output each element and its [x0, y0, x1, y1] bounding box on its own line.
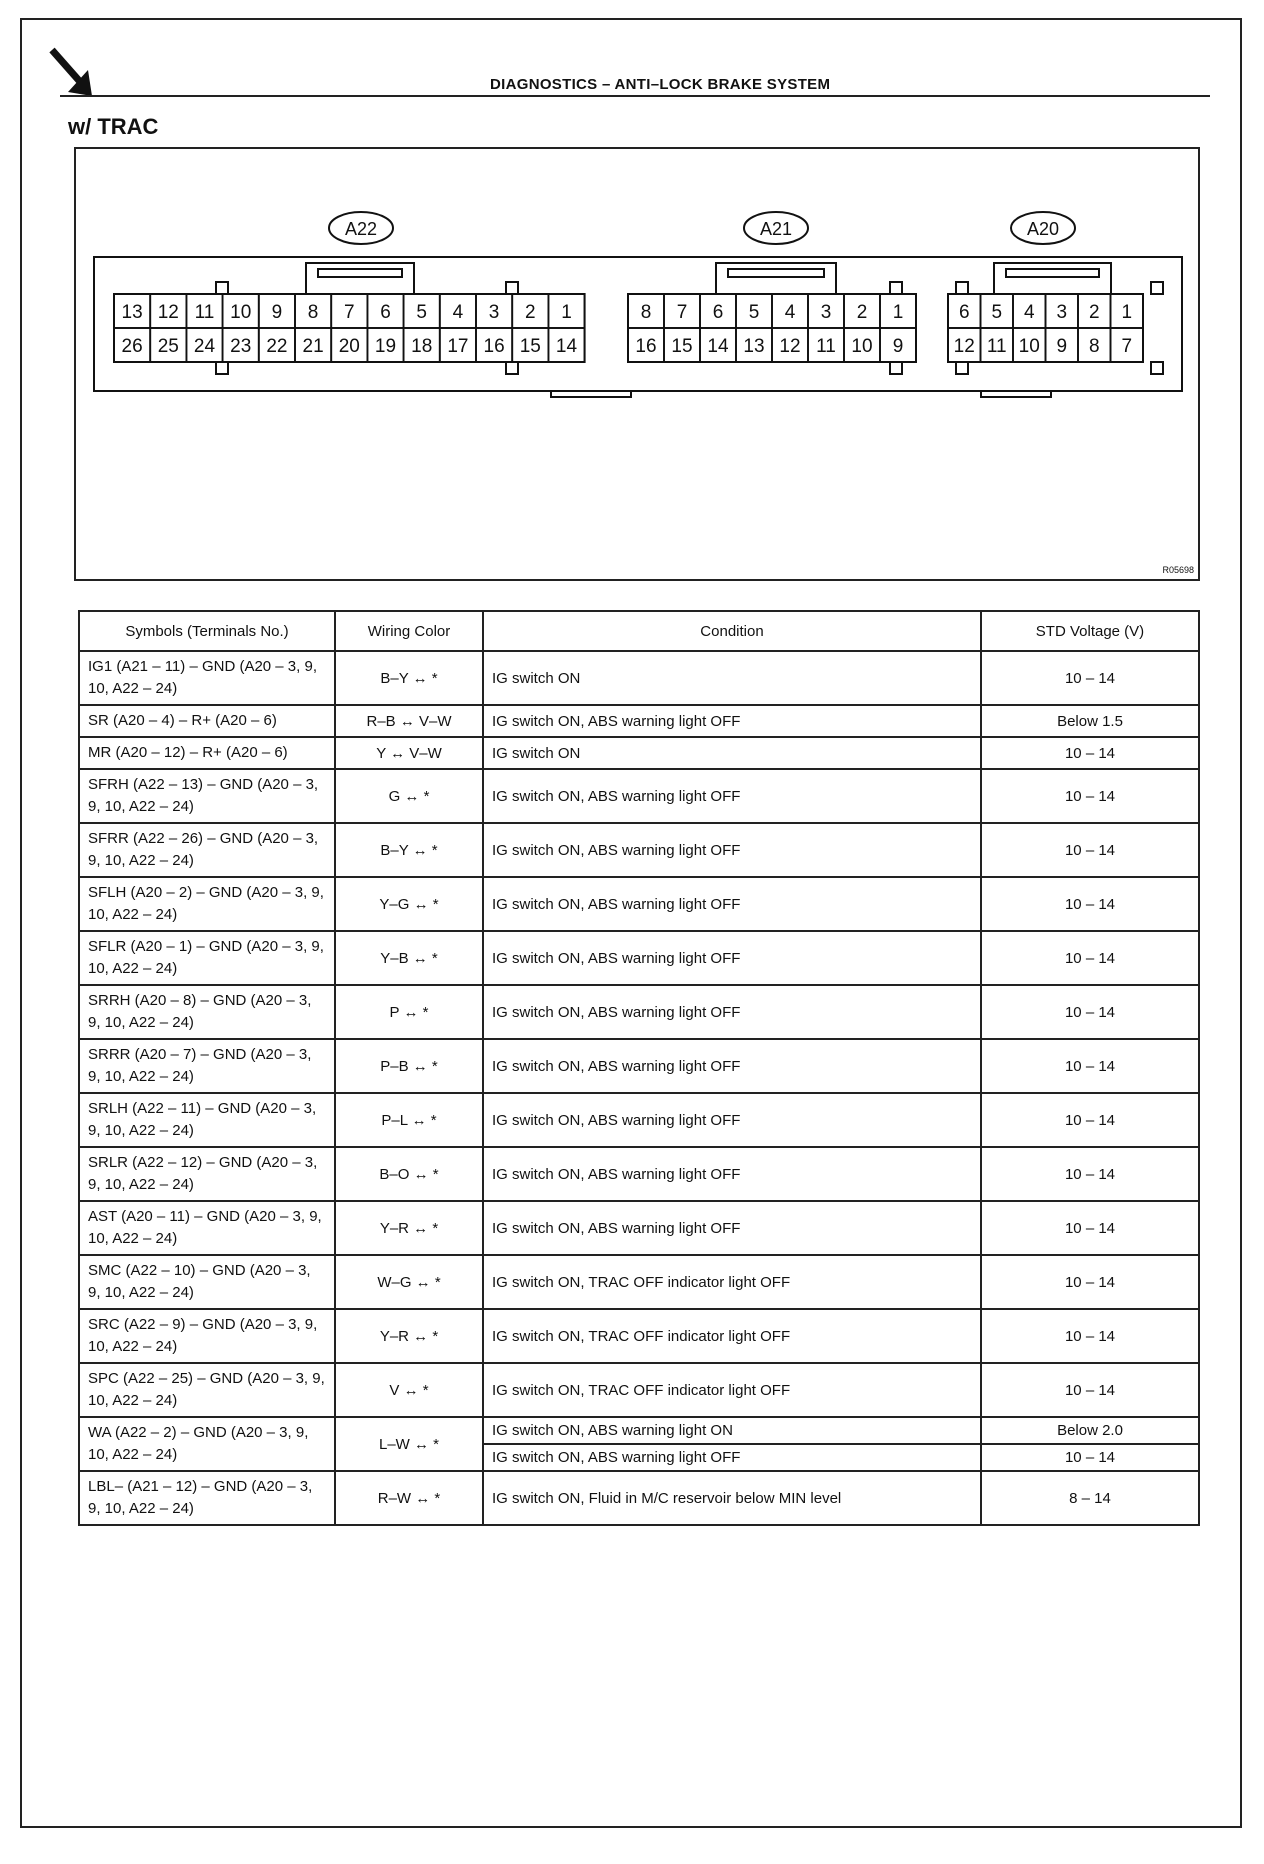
header-voltage: STD Voltage (V)	[981, 611, 1199, 651]
cell-voltage: 10 – 14	[981, 1309, 1199, 1363]
cell-voltage: 10 – 14	[981, 823, 1199, 877]
table-row	[79, 1147, 1199, 1201]
table-row	[79, 1471, 1199, 1525]
terminal-number: 25	[157, 336, 179, 357]
table-row	[79, 877, 1199, 931]
terminal-number: 8	[1088, 336, 1100, 357]
cell-symbol: AST (A20 – 11) – GND (A20 – 3, 9, 10, A22 – 24)	[79, 1201, 335, 1255]
cell-condition: IG switch ON, ABS warning light OFF	[483, 1093, 981, 1147]
cell-symbol: SRC (A22 – 9) – GND (A20 – 3, 9, 10, A22 – 24)	[79, 1309, 335, 1363]
terminal-number: 23	[230, 336, 252, 357]
terminal-number: 17	[447, 336, 469, 357]
cell-wiring: G ↔ *	[335, 769, 483, 823]
table-row	[79, 1201, 1199, 1255]
cell-voltage: 10 – 14	[981, 1039, 1199, 1093]
connector-name: A22	[344, 219, 378, 239]
terminal-number: 13	[743, 336, 765, 357]
cell-wiring: R–W ↔ *	[335, 1471, 483, 1525]
table-row	[79, 1255, 1199, 1309]
table-row	[79, 1309, 1199, 1363]
terminal-number: 22	[266, 336, 288, 357]
terminal-number: 16	[483, 336, 505, 357]
locator-tab	[216, 282, 228, 294]
terminal-number: 4	[452, 302, 464, 323]
cell-voltage: 10 – 14	[981, 651, 1199, 705]
terminal-number: 18	[411, 336, 433, 357]
terminal-number: 14	[555, 336, 578, 357]
table-row	[79, 823, 1199, 877]
cell-wiring: W–G ↔ *	[335, 1255, 483, 1309]
cell-voltage: 10 – 14	[981, 1363, 1199, 1417]
cell-voltage: Below 1.5	[981, 705, 1199, 737]
terminal-number: 2	[856, 302, 868, 323]
table-row	[79, 1039, 1199, 1093]
cell-wiring: B–Y ↔ *	[335, 823, 483, 877]
terminal-number: 24	[193, 336, 216, 357]
terminal-number: 26	[121, 336, 143, 357]
terminal-number: 10	[230, 302, 252, 323]
connector-key	[306, 263, 414, 294]
cell-symbol: SFRH (A22 – 13) – GND (A20 – 3, 9, 10, A22 – 24)	[79, 769, 335, 823]
table-body	[79, 651, 1199, 1525]
cell-condition: IG switch ON, ABS warning light OFF	[483, 931, 981, 985]
header-wiring: Wiring Color	[335, 611, 483, 651]
terminal-number: 5	[748, 302, 760, 323]
terminal-number: 4	[784, 302, 796, 323]
cell-condition: IG switch ON, ABS warning light OFF	[483, 769, 981, 823]
cell-wiring: R–B ↔ V–W	[335, 705, 483, 737]
cell-symbol: SFLH (A20 – 2) – GND (A20 – 3, 9, 10, A22 – 24)	[79, 877, 335, 931]
pointer-arrow-icon	[48, 46, 100, 102]
cell-symbol: WA (A22 – 2) – GND (A20 – 3, 9, 10, A22 – 24)	[79, 1417, 335, 1471]
cell-voltage: 10 – 14	[981, 931, 1199, 985]
locator-tab	[890, 282, 902, 294]
connector-key	[716, 263, 836, 294]
cell-condition: IG switch ON, ABS warning light OFF	[483, 1147, 981, 1201]
cell-condition: IG switch ON	[483, 651, 981, 705]
locator-tab	[956, 362, 968, 374]
cell-symbol: MR (A20 – 12) – R+ (A20 – 6)	[79, 737, 335, 769]
terminal-number: 5	[416, 302, 427, 323]
cell-condition: IG switch ON, ABS warning light OFF	[483, 823, 981, 877]
cell-symbol: SRLR (A22 – 12) – GND (A20 – 3, 9, 10, A22 – 24)	[79, 1147, 335, 1201]
table-row	[79, 931, 1199, 985]
cell-symbol: SR (A20 – 4) – R+ (A20 – 6)	[79, 705, 335, 737]
locator-tab	[1151, 282, 1163, 294]
terminal-number: 6	[712, 302, 724, 323]
cell-condition: IG switch ON, Fluid in M/C reservoir below MIN level	[483, 1471, 981, 1525]
terminal-number: 3	[820, 302, 832, 323]
cell-condition: IG switch ON, ABS warning light OFF	[483, 985, 981, 1039]
table-row	[79, 1093, 1199, 1147]
table-row	[79, 1363, 1199, 1417]
cell-symbol: SRRH (A20 – 8) – GND (A20 – 3, 9, 10, A22 – 24)	[79, 985, 335, 1039]
cell-symbol: SPC (A22 – 25) – GND (A20 – 3, 9, 10, A22 – 24)	[79, 1363, 335, 1417]
terminal-number: 4	[1023, 302, 1035, 323]
terminal-number: 5	[991, 302, 1003, 323]
terminal-number: 9	[271, 302, 283, 323]
terminal-number: 1	[561, 302, 572, 323]
terminal-number: 15	[671, 336, 693, 357]
connector-key-slot	[318, 269, 402, 277]
terminal-number: 19	[374, 336, 397, 357]
cell-condition: IG switch ON, ABS warning light ON	[483, 1417, 981, 1444]
cell-wiring: B–O ↔ *	[335, 1147, 483, 1201]
terminal-number: 20	[338, 336, 360, 357]
connector-key-slot	[1006, 269, 1099, 277]
variant-label: w/ TRAC	[68, 114, 159, 139]
cell-symbol: LBL– (A21 – 12) – GND (A20 – 3, 9, 10, A22 – 24)	[79, 1471, 335, 1525]
cell-voltage: 10 – 14	[981, 1147, 1199, 1201]
terminal-number: 15	[519, 336, 541, 357]
page-header: DIAGNOSTICS – ANTI–LOCK BRAKE SYSTEM	[490, 76, 831, 93]
cell-wiring: Y–R ↔ *	[335, 1309, 483, 1363]
cell-voltage: 10 – 14	[981, 985, 1199, 1039]
housing-tab	[981, 391, 1051, 397]
connector-key-slot	[728, 269, 824, 277]
terminal-number: 13	[121, 302, 143, 323]
cell-voltage: 10 – 14	[981, 1255, 1199, 1309]
locator-tab	[506, 282, 518, 294]
cell-wiring: B–Y ↔ *	[335, 651, 483, 705]
terminal-number: 11	[816, 336, 836, 357]
cell-condition: IG switch ON, ABS warning light OFF	[483, 877, 981, 931]
table-row	[79, 985, 1199, 1039]
terminal-number: 11	[194, 302, 215, 323]
cell-wiring: P–L ↔ *	[335, 1093, 483, 1147]
terminal-number: 14	[707, 336, 729, 357]
cell-symbol: SFLR (A20 – 1) – GND (A20 – 3, 9, 10, A22 – 24)	[79, 931, 335, 985]
cell-condition: IG switch ON, TRAC OFF indicator light OFF	[483, 1363, 981, 1417]
figure-code: R05698	[1162, 565, 1194, 575]
cell-symbol: SMC (A22 – 10) – GND (A20 – 3, 9, 10, A22 – 24)	[79, 1255, 335, 1309]
header-condition: Condition	[483, 611, 981, 651]
terminal-number: 6	[958, 302, 970, 323]
cell-voltage: 10 – 14	[981, 769, 1199, 823]
cell-symbol: SFRR (A22 – 26) – GND (A20 – 3, 9, 10, A22 – 24)	[79, 823, 335, 877]
cell-voltage: Below 2.0	[981, 1417, 1199, 1444]
cell-condition: IG switch ON, ABS warning light OFF	[483, 1444, 981, 1471]
table-row	[79, 651, 1199, 705]
cell-wiring: P ↔ *	[335, 985, 483, 1039]
locator-tab	[956, 282, 968, 294]
terminal-number: 6	[380, 302, 391, 323]
terminal-number: 7	[676, 302, 688, 323]
terminal-number: 1	[892, 302, 904, 323]
connector-diagram	[74, 147, 1200, 581]
connector-key	[994, 263, 1111, 294]
terminal-number: 12	[779, 336, 801, 357]
cell-condition: IG switch ON, TRAC OFF indicator light OFF	[483, 1309, 981, 1363]
cell-wiring: V ↔ *	[335, 1363, 483, 1417]
terminal-number: 2	[525, 302, 536, 323]
table-row	[79, 705, 1199, 737]
locator-tab	[506, 362, 518, 374]
locator-tab	[216, 362, 228, 374]
terminal-number: 21	[302, 336, 324, 357]
connector-figure	[76, 149, 1198, 579]
locator-tab	[1151, 362, 1163, 374]
cell-condition: IG switch ON, ABS warning light OFF	[483, 1201, 981, 1255]
terminal-number: 9	[892, 336, 904, 357]
cell-voltage: 10 – 14	[981, 877, 1199, 931]
terminal-number: 12	[157, 302, 179, 323]
cell-wiring: L–W ↔ *	[335, 1417, 483, 1471]
housing-tab	[551, 391, 631, 397]
table-row	[79, 737, 1199, 769]
terminal-number: 3	[1056, 302, 1068, 323]
terminal-number: 16	[635, 336, 657, 357]
cell-condition: IG switch ON	[483, 737, 981, 769]
terminal-number: 8	[307, 302, 319, 323]
cell-voltage: 10 – 14	[981, 1444, 1199, 1471]
cell-condition: IG switch ON, TRAC OFF indicator light OFF	[483, 1255, 981, 1309]
connector-name: A20	[1026, 219, 1060, 239]
cell-condition: IG switch ON, ABS warning light OFF	[483, 1039, 981, 1093]
terminal-number: 1	[1121, 302, 1133, 323]
voltage-spec-table	[78, 610, 1200, 1526]
cell-voltage: 10 – 14	[981, 1201, 1199, 1255]
table-header-row	[79, 611, 1199, 651]
terminal-number: 2	[1088, 302, 1100, 323]
terminal-number: 10	[851, 336, 873, 357]
terminal-number: 10	[1018, 336, 1040, 357]
table-row	[79, 769, 1199, 823]
cell-symbol: SRRR (A20 – 7) – GND (A20 – 3, 9, 10, A22 – 24)	[79, 1039, 335, 1093]
cell-symbol: IG1 (A21 – 11) – GND (A20 – 3, 9, 10, A22 – 24)	[79, 651, 335, 705]
table-row	[79, 1417, 1199, 1444]
cell-voltage: 8 – 14	[981, 1471, 1199, 1525]
terminal-number: 11	[986, 336, 1007, 357]
cell-condition: IG switch ON, ABS warning light OFF	[483, 705, 981, 737]
locator-tab	[890, 362, 902, 374]
cell-wiring: Y–B ↔ *	[335, 931, 483, 985]
terminal-number: 7	[1121, 336, 1133, 357]
terminal-number: 12	[953, 336, 975, 357]
cell-wiring: Y–R ↔ *	[335, 1201, 483, 1255]
terminal-number: 7	[344, 302, 355, 323]
cell-wiring: Y ↔ V–W	[335, 737, 483, 769]
header-symbols: Symbols (Terminals No.)	[79, 611, 335, 651]
terminal-number: 9	[1056, 336, 1068, 357]
terminal-number: 8	[640, 302, 652, 323]
cell-voltage: 10 – 14	[981, 1093, 1199, 1147]
cell-wiring: Y–G ↔ *	[335, 877, 483, 931]
cell-wiring: P–B ↔ *	[335, 1039, 483, 1093]
cell-symbol: SRLH (A22 – 11) – GND (A20 – 3, 9, 10, A22 – 24)	[79, 1093, 335, 1147]
terminal-number: 3	[488, 302, 500, 323]
cell-voltage: 10 – 14	[981, 737, 1199, 769]
header-rule	[60, 95, 1210, 97]
connector-name: A21	[759, 219, 793, 239]
